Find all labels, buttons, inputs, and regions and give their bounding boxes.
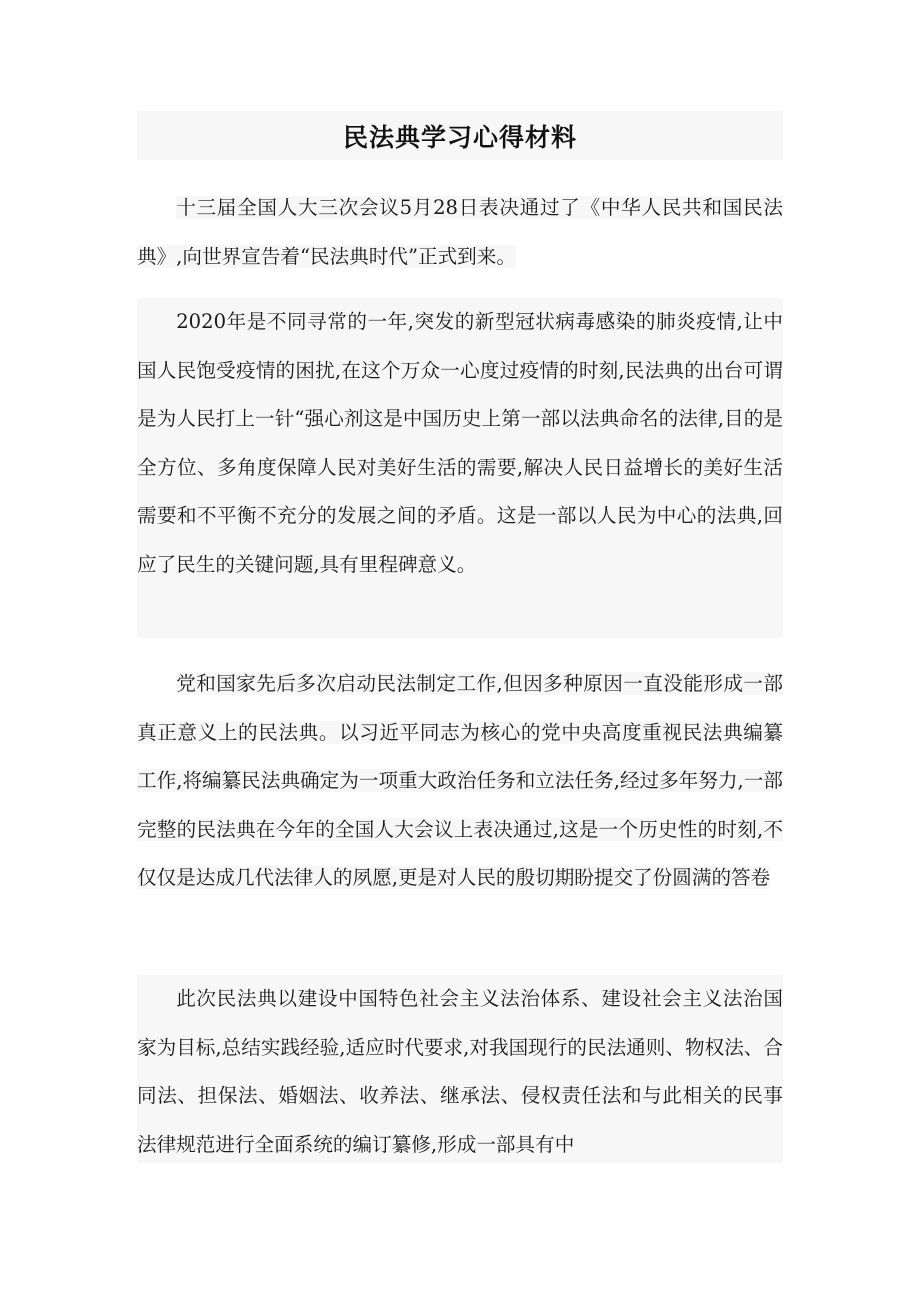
paragraph-3-text: 党和国家先后多次启动民法制定工作,但因多种原因一直没能形成一部真正意义上的民法典。以习近平同志为核心的党中央高度重视民法典编纂工作,将编纂民法典确定为一项重大政治任务和立法任务,经过多年努力,一部完整的民法典在今年的全国人大会议上表决通过,这是一个历史性的时刻,不仅仅是达成几代法律人的夙愿,更是对人民的殷切期盼提交了份圆满的答卷	[137, 672, 783, 889]
paragraph-1	[137, 184, 783, 281]
paragraph-1-text: 十三届全国人大三次会议5月28日表决通过了《中华人民共和国民法典》,向世界宣告着“民法典时代”正式到来。	[137, 196, 783, 268]
paragraph-2: 2020年是不同寻常的一年,突发的新型冠状病毒感染的肺炎疫情,让中国人民饱受疫情的困扰,在这个万众一心度过疫情的时刻,民法典的出台可谓是为人民打上一针“强心剂这是中国历史上第一部以法典命名的法律,目的是全方位、多角度保障人民对美好生活的需要,解决人民日益增长的美好生活需要和不平衡不充分的发展之间的矛盾。这是一部以人民为中心的法典,回应了民生的关键问题,具有里程碑意义。	[137, 298, 783, 638]
document-title: 民法典学习心得材料	[342, 122, 577, 152]
paragraph-3	[137, 660, 783, 952]
paragraph-4: 此次民法典以建设中国特色社会主义法治体系、建设社会主义法治国家为目标,总结实践经验,适应时代要求,对我国现行的民法通则、物权法、合同法、担保法、婚姻法、收养法、继承法、侵权责任法和与此相关的民事法律规范进行全面系统的编订纂修,形成一部具有中	[137, 975, 783, 1163]
title-band	[137, 111, 783, 160]
